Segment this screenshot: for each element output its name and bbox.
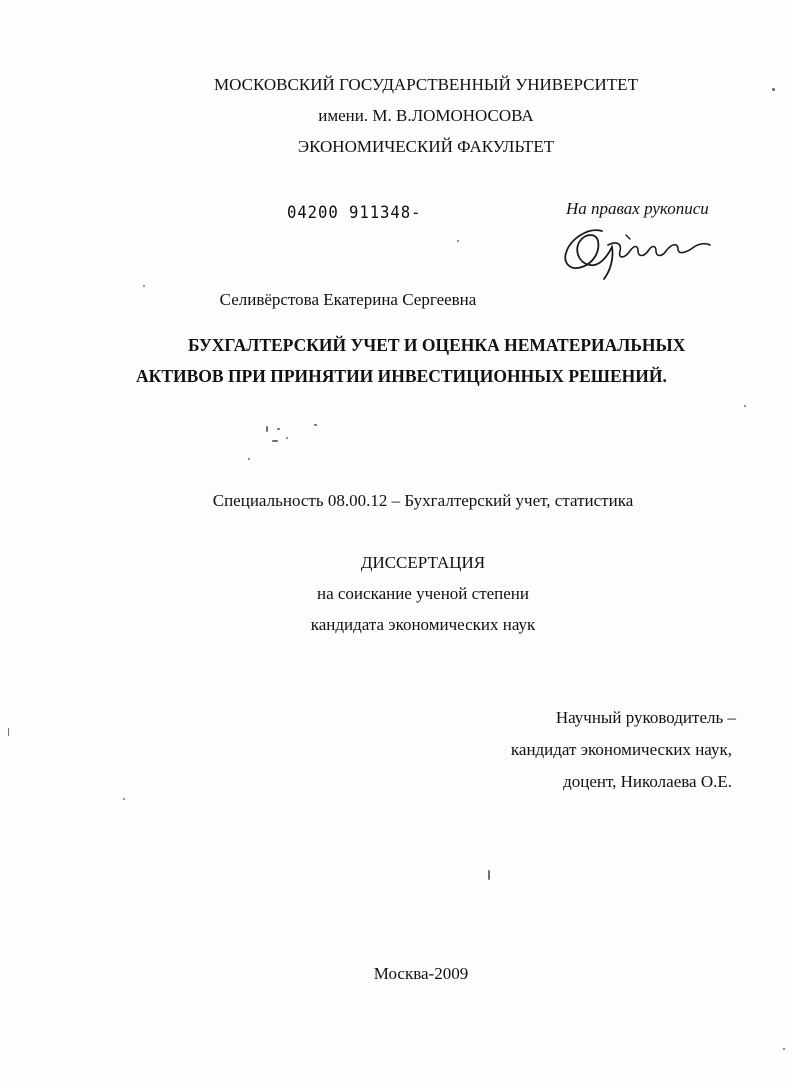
specialty: Специальность 08.00.12 – Бухгалтерский учет, статистика bbox=[212, 491, 634, 510]
scan-speck bbox=[783, 1048, 785, 1050]
degree-level: кандидата экономических наук bbox=[310, 615, 536, 634]
faculty-name: ЭКОНОМИЧЕСКИЙ ФАКУЛЬТЕТ bbox=[297, 137, 555, 156]
scan-speck bbox=[248, 458, 250, 460]
scan-speck bbox=[266, 426, 268, 432]
scan-speck bbox=[143, 285, 145, 287]
degree-purpose: на соискание ученой степени bbox=[316, 584, 530, 603]
manuscript-rights-note: На правах рукописи bbox=[566, 199, 709, 218]
city-year: Москва-2009 bbox=[373, 964, 469, 983]
scan-speck bbox=[457, 240, 459, 242]
supervisor-name: доцент, Николаева О.Е. bbox=[563, 772, 732, 791]
supervisor-role: Научный руководитель – bbox=[555, 708, 736, 727]
university-name: МОСКОВСКИЙ ГОСУДАРСТВЕННЫЙ УНИВЕРСИТЕТ bbox=[214, 75, 638, 94]
scan-speck bbox=[286, 437, 288, 439]
scan-speck bbox=[277, 428, 280, 430]
scan-speck bbox=[772, 88, 775, 91]
archive-number: 04200 911348- bbox=[287, 203, 422, 223]
university-named-after: имени. М. В.ЛОМОНОСОВА bbox=[318, 106, 534, 125]
scan-speck bbox=[123, 798, 125, 800]
scan-speck bbox=[744, 405, 746, 407]
degree-type: ДИССЕРТАЦИЯ bbox=[360, 553, 486, 572]
dissertation-title-line-1: БУХГАЛТЕРСКИЙ УЧЕТ И ОЦЕНКА НЕМАТЕРИАЛЬНЫХ bbox=[188, 335, 686, 355]
author-name: Селивёрстова Екатерина Сергеевна bbox=[219, 290, 477, 309]
supervisor-degree: кандидат экономических наук, bbox=[510, 740, 732, 759]
signature-image bbox=[560, 215, 720, 285]
scan-speck bbox=[314, 424, 317, 426]
dissertation-title-line-2: АКТИВОВ ПРИ ПРИНЯТИИ ИНВЕСТИЦИОННЫХ РЕШЕНИЙ. bbox=[136, 366, 667, 386]
scan-speck bbox=[488, 870, 490, 880]
scan-speck bbox=[272, 440, 278, 442]
scan-speck bbox=[8, 728, 9, 736]
